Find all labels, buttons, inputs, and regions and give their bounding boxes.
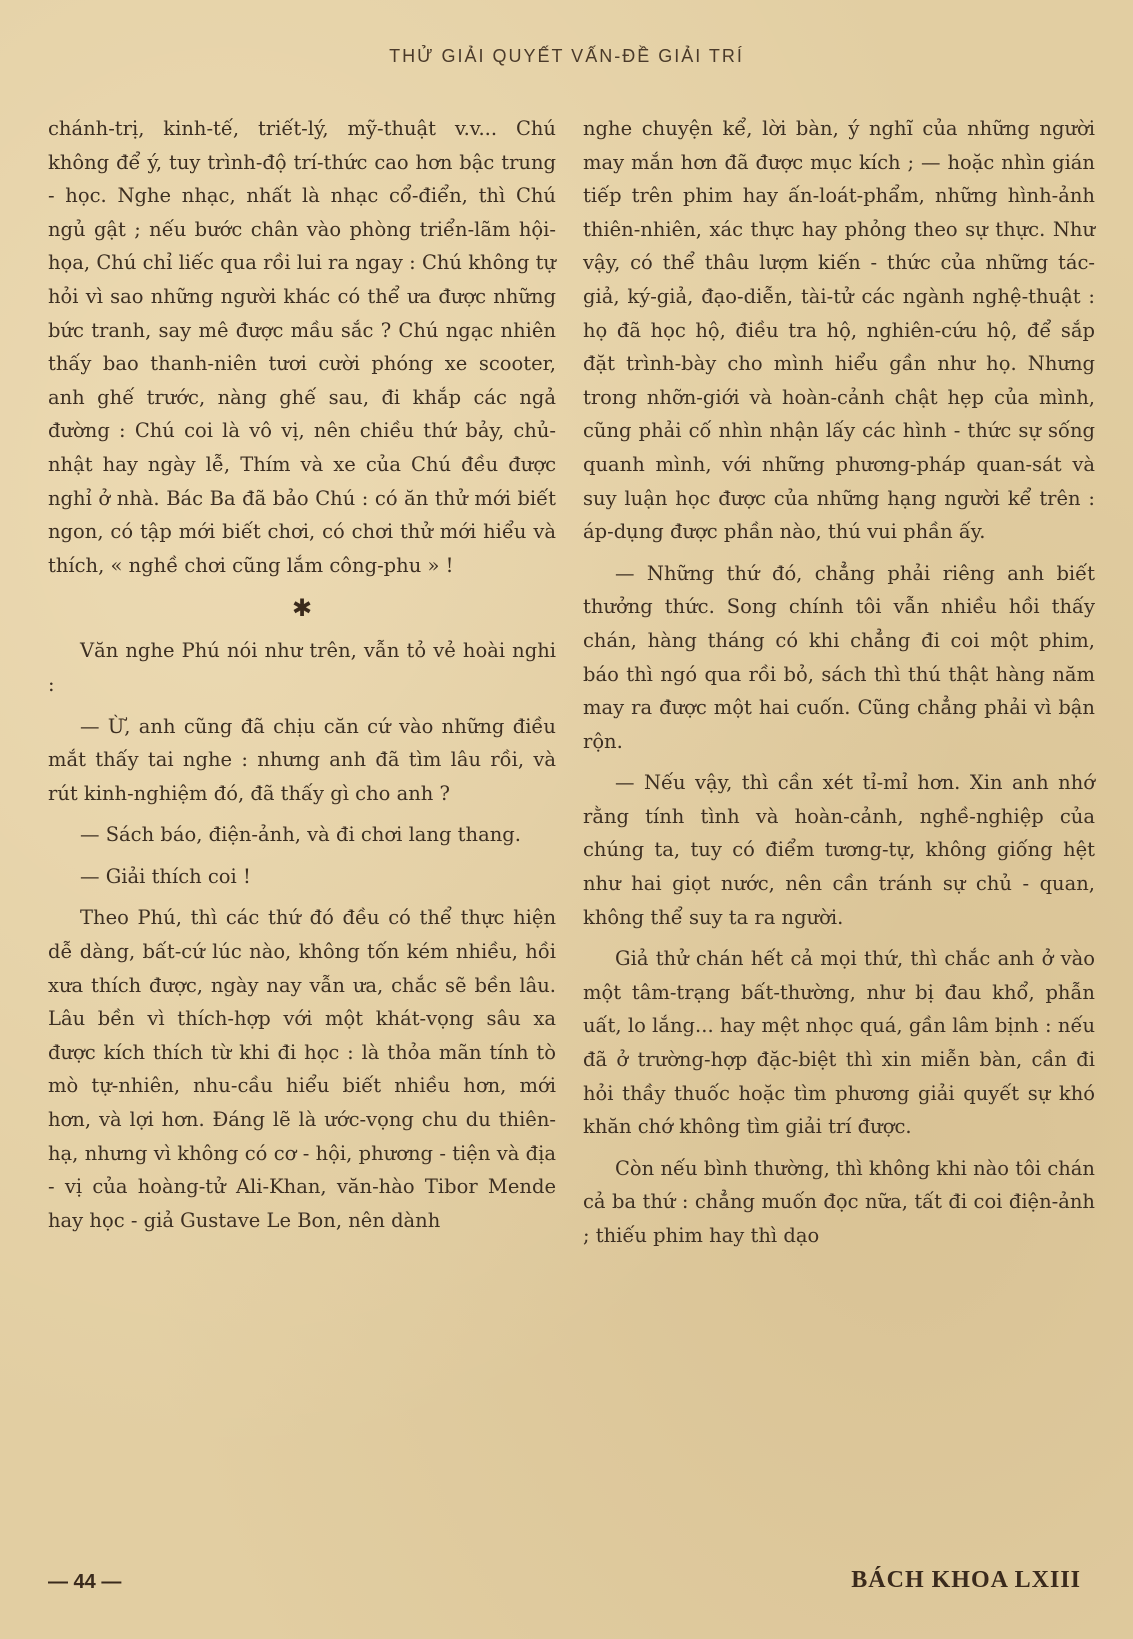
section-separator-icon: ✱ [291,594,313,623]
left-column [48,112,556,1245]
paragraph: — Giải thích coi ! [80,864,251,888]
paragraph: Còn nếu bình thường, thì không khi nào tôi chán cả ba thứ : chẳng muốn đọc nữa, tất đi coi điện-ảnh ; thiếu phim hay thì dạo [583,1156,1095,1247]
magazine-title: BÁCH KHOA LXIII [851,1567,1081,1593]
right-column [583,112,1095,1261]
page-number: — 44 — [48,1571,122,1593]
paragraph: chánh-trị, kinh-tế, triết-lý, mỹ-thuật v.v... Chú không để ý, tuy trình-độ trí-thức cao hơn bậc trung - học. Nghe nhạc, nhất là nhạc cổ-điển, thì Chú ngủ gật ; nếu bước chân vào phòng triển-lãm hội-họa, Chú chỉ liếc qua rồi lui ra ngay : Chú không tự hỏi vì sao những người khác có thể ưa được những bức tranh, say mê được mầu sắc ? Chú ngạc nhiên thấy bao thanh-niên tươi cười phóng xe scooter, anh ghế trước, nàng ghế sau, đi khắp các ngả đường : Chú coi là vô vị, nên chiều thứ bảy, chủ-nhật hay ngày lễ, Thím và xe của Chú đều được nghỉ ở nhà. Bác Ba đã bảo Chú : có ăn thử mới biết ngon, có tập mới biết chơi, có chơi thử mới hiểu và thích, « nghề chơi cũng lắm công-phu » ! [48,117,556,577]
paragraph: Giả thử chán hết cả mọi thứ, thì chắc anh ở vào một tâm-trạng bất-thường, như bị đau khổ, phẫn uất, lo lắng... hay mệt nhọc quá, gần lâm bịnh : nếu đã ở trường-hợp đặc-biệt thì xin miễn bàn, cần đi hỏi thầy thuốc hoặc tìm phương giải quyết sự khó khăn chớ không tìm giải trí được. [583,947,1095,1139]
paragraph: Theo Phú, thì các thứ đó đều có thể thực hiện dễ dàng, bất-cứ lúc nào, không tốn kém nhiều, hồi xưa thích được, ngày nay vẫn ưa, chắc sẽ bền lâu. Lâu bền vì thích-hợp với một khát-vọng sâu xa được kích thích từ khi đi học : là thỏa mãn tính tò mò tự-nhiên, nhu-cầu hiểu biết nhiều hơn, mới hơn, và lợi hơn. Đáng lẽ là ước-vọng chu du thiên-hạ, nhưng vì không có cơ - hội, phương - tiện và địa - vị của hoàng-tử Ali-Khan, văn-hào Tibor Mende hay học - giả Gustave Le Bon, nên dành [48,906,556,1232]
paragraph: — Sách báo, điện-ảnh, và đi chơi lang thang. [80,823,521,847]
paragraph: — Ừ, anh cũng đã chịu căn cứ vào những điều mắt thấy tai nghe : nhưng anh đã tìm lâu rồi, và rút kinh-nghiệm đó, đã thấy gì cho anh ? [48,714,556,805]
paragraph: — Những thứ đó, chẳng phải riêng anh biết thưởng thức. Song chính tôi vẫn nhiều hồi thấy chán, hàng tháng có khi chẳng đi coi một phim, báo thì ngó qua rồi bỏ, sách thì thú thật hàng năm may ra được một hai cuốn. Cũng chẳng phải vì bận rộn. [583,561,1095,753]
paragraph: Văn nghe Phú nói như trên, vẫn tỏ vẻ hoài nghi : [48,639,556,696]
paragraph: nghe chuyện kể, lời bàn, ý nghĩ của những người may mắn hơn đã được mục kích ; — hoặc nhìn gián tiếp trên phim hay ấn-loát-phẩm, những hình-ảnh thiên-nhiên, xác thực hay phỏng theo sự thực. Như vậy, có thể thâu lượm kiến - thức của những tác-giả, ký-giả, đạo-diễn, tài-tử các ngành nghệ-thuật : họ đã học hộ, điều tra hộ, nghiên-cứu hộ, để sắp đặt trình-bày cho mình hiểu gần như họ. Nhưng trong nhỡn-giới và hoàn-cảnh chật hẹp của mình, cũng phải cố nhìn nhận lấy các hình - thức sự sống quanh mình, với những phương-pháp quan-sát và suy luận học được của những hạng người kể trên : áp-dụng được phần nào, thú vui phần ấy. [583,117,1095,544]
paragraph: — Nếu vậy, thì cần xét tỉ-mỉ hơn. Xin anh nhớ rằng tính tình và hoàn-cảnh, nghề-nghiệp của chúng ta, tuy có điểm tương-tự, không giống hệt như hai giọt nước, nên cần tránh sự chủ - quan, không thể suy ta ra người. [583,771,1095,929]
running-title: THỬ GIẢI QUYẾT VẤN-ĐỀ GIẢI TRÍ [389,46,744,66]
